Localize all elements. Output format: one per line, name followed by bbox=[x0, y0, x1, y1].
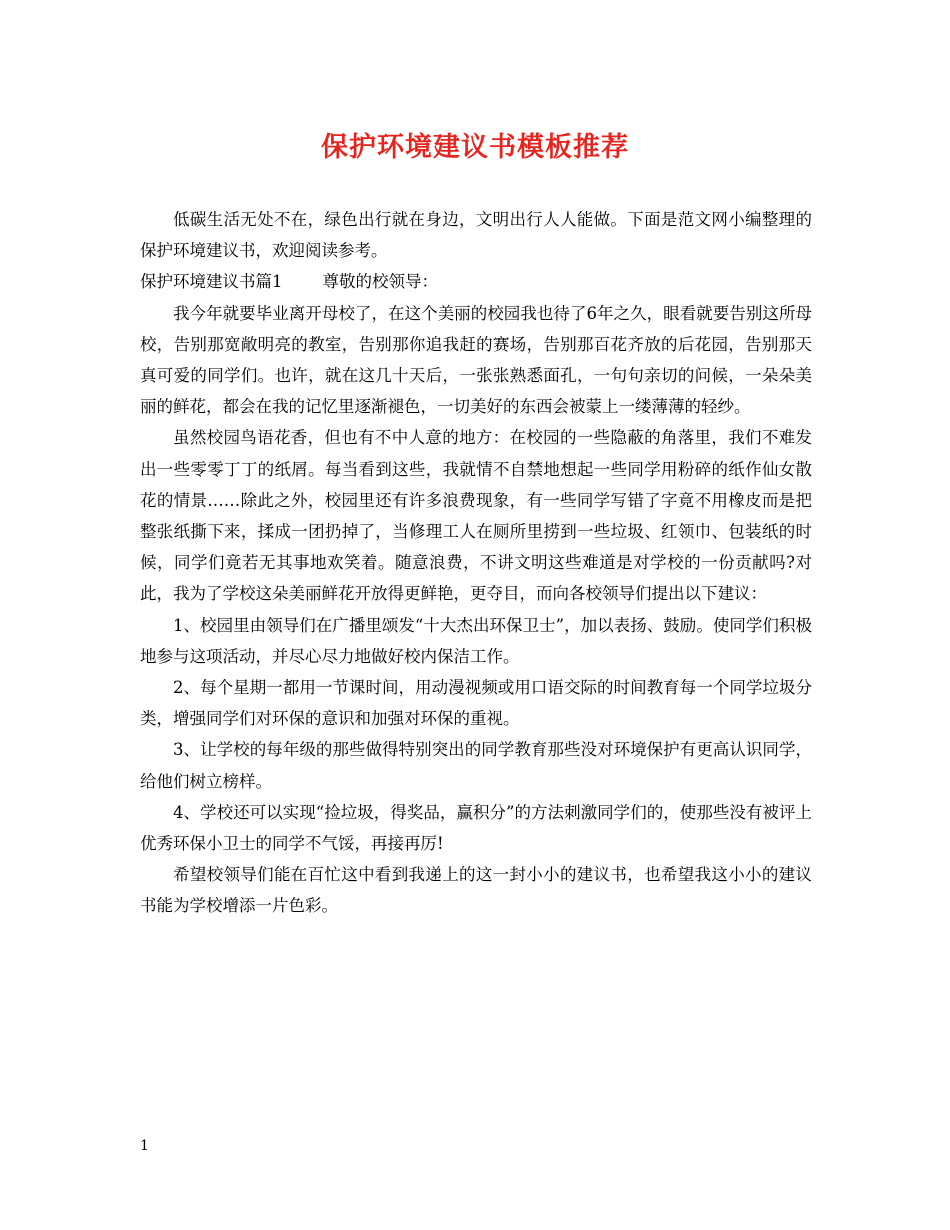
section-heading: 保护环境建议书篇1 bbox=[140, 272, 283, 292]
body-paragraph-2: 虽然校园鸟语花香，但也有不中人意的地方：在校园的一些隐蔽的角落里，我们不难发出一些零零丁丁的纸屑。每当看到这些，我就情不自禁地想起一些同学用粉碎的纸作仙女散花的情景……除此之外，校园里还有许多浪费现象，有一些同学写错了字竟不用橡皮而是把整张纸撕下来，揉成一团扔掉了，当修理工人在厕所里捞到一些垃圾、红领巾、包装纸的时候，同学们竟若无其事地欢笑着。随意浪费，不讲文明这些难道是对学校的一份贡献吗?对此，我为了学校这朵美丽鲜花开放得更鲜艳，更夺目，而向各校领导们提出以下建议： bbox=[140, 428, 812, 604]
closing-paragraph: 希望校领导们能在百忙这中看到我递上的这一封小小的建议书，也希望我这小小的建议书能为学校增添一片色彩。 bbox=[140, 865, 812, 916]
page-number: 1 bbox=[140, 1138, 149, 1154]
suggestion-1: 1、校园里由领导们在广播里颂发“十大杰出环保卫士”，加以表扬、鼓励。使同学们积极地参与这项活动，并尽心尽力地做好校内保洁工作。 bbox=[140, 615, 812, 666]
body-paragraph-1: 我今年就要毕业离开母校了，在这个美丽的校园我也待了6年之久，眼看就要告别这所母校，告别那宽敞明亮的教室，告别那你追我赶的赛场，告别那百花齐放的后花园，告别那天真可爱的同学们。也许，就在这几十天后，一张张熟悉面孔，一句句亲切的问候，一朵朵美丽的鲜花，都会在我的记忆里逐渐褪色，一切美好的东西会被蒙上一缕薄薄的轻纱。 bbox=[140, 303, 812, 417]
letter-greeting: 尊敬的校领导： bbox=[322, 272, 438, 292]
section-heading-line bbox=[140, 266, 812, 297]
suggestion-2: 2、每个星期一都用一节课时间，用动漫视频或用口语交际的时间教育每一个同学垃圾分类，增强同学们对环保的意识和加强对环保的重视。 bbox=[140, 678, 812, 729]
intro-paragraph: 低碳生活无处不在，绿色出行就在身边，文明出行人人能做。下面是范文网小编整理的保护环境建议书，欢迎阅读参考。 bbox=[140, 210, 812, 261]
suggestion-3: 3、让学校的每年级的那些做得特别突出的同学教育那些没对环境保护有更高认识同学，给他们树立榜样。 bbox=[140, 740, 812, 791]
document-title: 保护环境建议书模板推荐 bbox=[321, 132, 629, 163]
suggestion-4: 4、学校还可以实现“捡垃圾，得奖品，赢积分”的方法刺激同学们的，使那些没有被评上优秀环保小卫士的同学不气馁，再接再厉! bbox=[140, 802, 812, 854]
document-body bbox=[140, 204, 812, 922]
